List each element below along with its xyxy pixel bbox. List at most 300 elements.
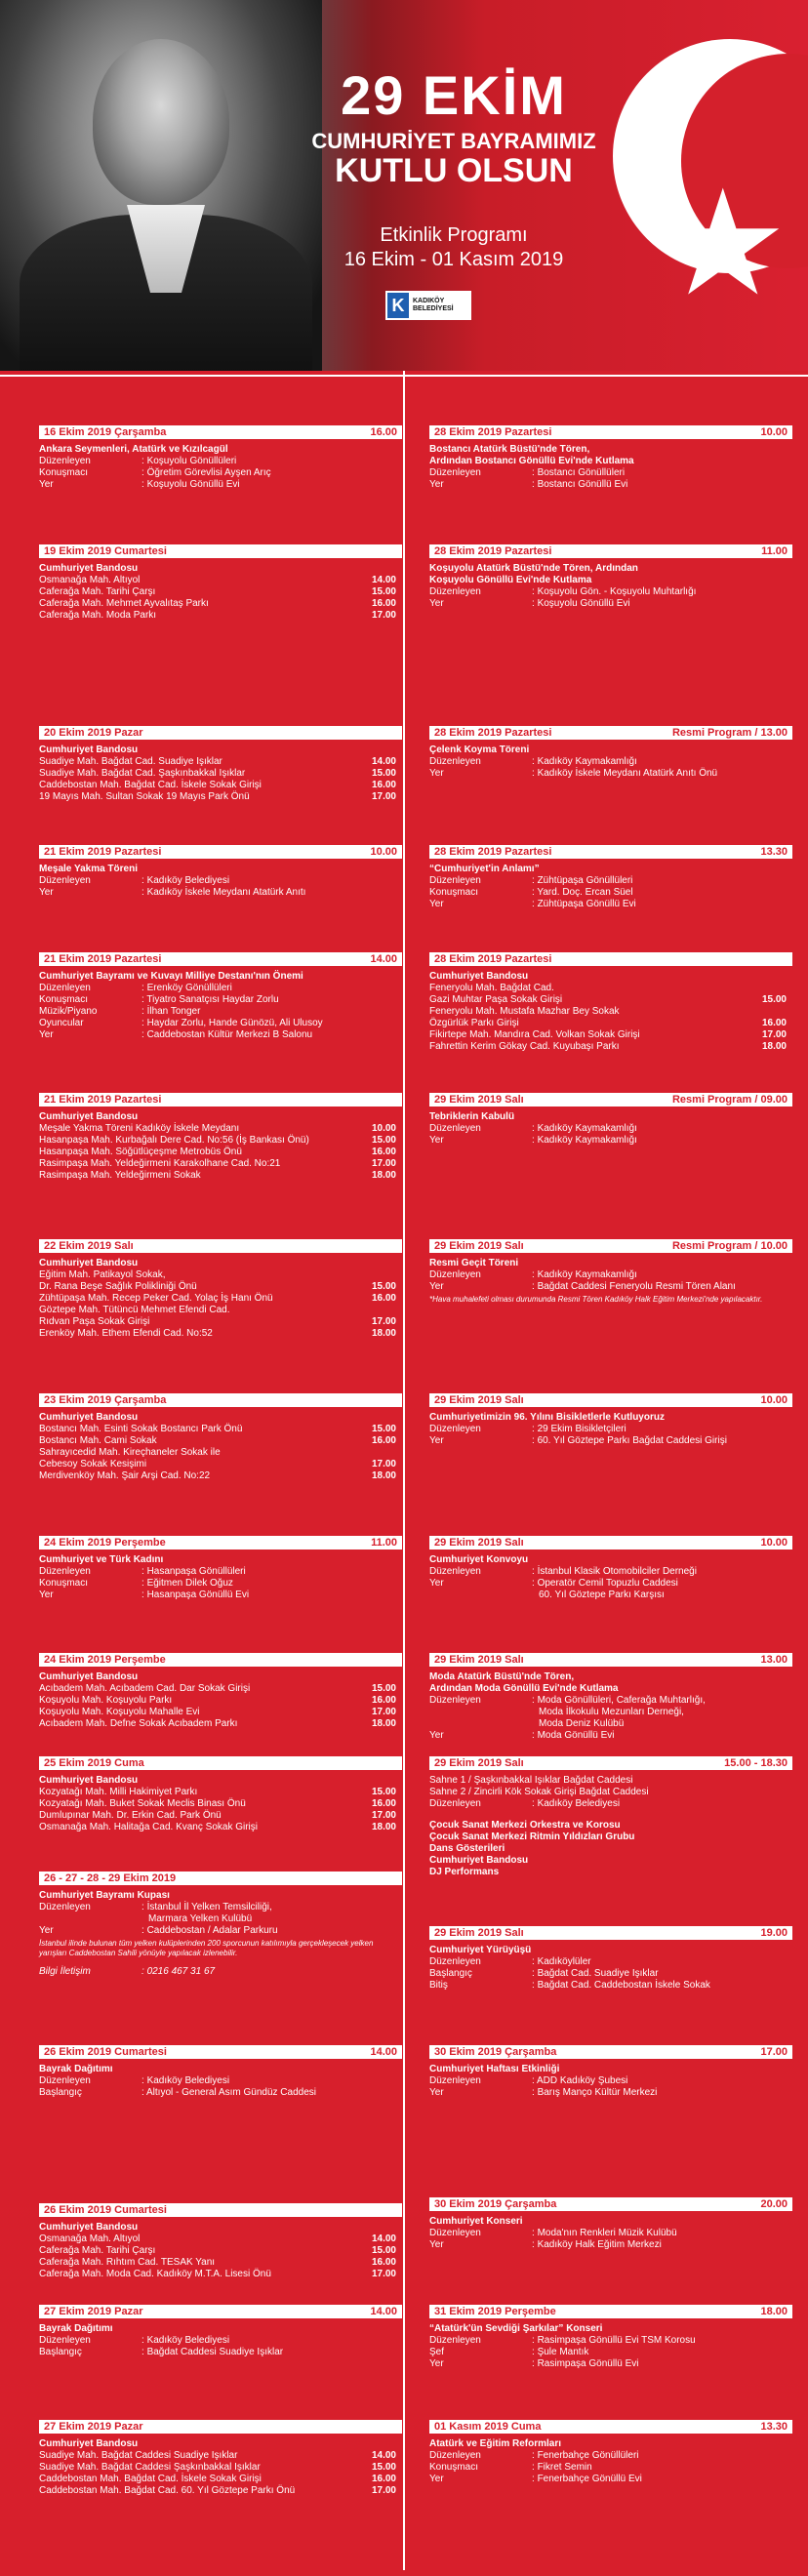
line-time: 15.00 [761, 994, 787, 1005]
event-line [39, 1470, 402, 1482]
event-left-9 [39, 1536, 402, 1601]
row-key: Yer [429, 2239, 444, 2250]
row-key: Konuşmacı [39, 994, 89, 1005]
event-line [39, 1683, 402, 1695]
event-header [39, 425, 402, 439]
row-key: Yer [429, 1135, 444, 1146]
event-line [39, 2257, 402, 2269]
event-title: Cumhuriyet Bandosu [39, 1258, 139, 1268]
line-time: 17.00 [761, 1029, 787, 1040]
performer-1: Çocuk Sanat Merkezi Orkestra ve Korosu [429, 1820, 621, 1831]
line-place: Meşale Yakma Töreni Kadıköy İskele Meydanı [39, 1123, 240, 1134]
kadikoy-logo [385, 291, 471, 320]
row-value: : Yard. Doç. Ercan Süel [532, 887, 792, 899]
line-time: 16.00 [371, 1147, 396, 1157]
line-place: Suadiye Mah. Bağdat Cad. Şaşkınbakkal Işıklar [39, 768, 246, 779]
line-place: Caferağa Mah. Tarihi Çarşı [39, 2245, 156, 2256]
line-time: 16.00 [371, 598, 396, 609]
event-left-5 [39, 952, 402, 1041]
line-time: 16.00 [371, 1293, 396, 1304]
event-title: Cumhuriyet Bandosu [39, 1111, 139, 1122]
row-value: : Koşuyolu Gön. - Koşuyolu Muhtarlığı [532, 586, 792, 598]
line-time: 17.00 [371, 1316, 396, 1327]
event-right-2 [429, 544, 792, 610]
event-row [429, 1695, 792, 1707]
event-line [39, 1305, 402, 1316]
row-key: Müzik/Piyano [39, 1006, 98, 1017]
row-value: : Kadıköy Kaymakamlığı [532, 756, 792, 768]
event-date: 30 Ekim 2019 Çarşamba [434, 2198, 557, 2210]
event-left-8 [39, 1393, 402, 1482]
hero-date: 29 EKİM [341, 64, 567, 126]
event-header [39, 1536, 402, 1550]
event-time: 10.00 [760, 1537, 788, 1549]
line-place: Caferağa Mah. Rıhtım Cad. TESAK Yanı [39, 2257, 216, 2268]
row-key: Düzenleyen [429, 467, 481, 478]
event-header [429, 726, 792, 740]
event-header [39, 1239, 402, 1253]
event-time: Resmi Program / 10.00 [671, 1240, 788, 1252]
line-time: 16.00 [371, 2474, 396, 2484]
line-place: Osmanağa Mah. Altıyol [39, 575, 141, 585]
event-title: Cumhuriyet Bandosu [39, 1775, 139, 1786]
event-line [429, 994, 792, 1006]
event-note: *Hava muhalefeti olması durumunda Resmi Tören Kadıköy Halk Eğitim Merkezi'nde yapılacaktır. [429, 1295, 763, 1304]
row-value: : Şule Mantık [532, 2347, 792, 2358]
line-time: 16.00 [371, 780, 396, 790]
row-key: Bilgi İletişim [39, 1966, 91, 1977]
line-time: 17.00 [371, 1810, 396, 1821]
event-row [429, 899, 792, 910]
hero-program: Etkinlik Programı [380, 223, 528, 246]
event-line [39, 1147, 402, 1158]
row-value: : Operatör Cemil Topuzlu Caddesi [532, 1578, 792, 1590]
event-row [39, 994, 402, 1006]
portrait-head [93, 39, 229, 205]
event-time: 10.00 [370, 846, 397, 858]
row-value: : Kadıköy İskele Meydanı Atatürk Anıtı [141, 887, 402, 899]
event-line [39, 2234, 402, 2245]
event-right-1 [429, 425, 792, 491]
event-header [429, 1093, 792, 1107]
row-key: Yer [429, 1281, 444, 1292]
event-left-3 [39, 726, 402, 803]
event-title: Cumhuriyet Bandosu [39, 1671, 139, 1682]
event-right-3 [429, 726, 792, 780]
row-key: Düzenleyen [39, 1566, 91, 1577]
row-key: Düzenleyen [429, 2450, 481, 2461]
event-row [429, 1798, 792, 1810]
row-value: : Zühtüpaşa Gönüllüleri [532, 875, 792, 887]
ataturk-portrait [0, 0, 322, 371]
event-header [39, 1393, 402, 1407]
column-divider [403, 371, 405, 2570]
row-value: : Kadıköy Belediyesi [532, 1798, 792, 1810]
line-place: Osmanağa Mah. Halitağa Cad. Kvanç Sokak Girişi [39, 1822, 258, 1832]
line-time: 15.00 [371, 2245, 396, 2256]
event-date: 31 Ekim 2019 Perşembe [434, 2306, 556, 2317]
line-time: 14.00 [371, 2234, 396, 2244]
event-header [39, 1872, 402, 1885]
event-time: 19.00 [760, 1927, 788, 1939]
line-place: Acıbadem Mah. Acıbadem Cad. Dar Sokak Girişi [39, 1683, 251, 1694]
line-place: Kozyatağı Mah. Buket Sokak Meclis Binası Önü [39, 1798, 246, 1809]
row-key: Düzenleyen [429, 1695, 481, 1706]
row-key: Düzenleyen [429, 1123, 481, 1134]
event-date: 29 Ekim 2019 Salı [434, 1394, 524, 1406]
event-row [429, 2347, 792, 2358]
event-row [429, 479, 792, 491]
row-key: Yer [429, 2358, 444, 2369]
row-value: : Caddebostan Kültür Merkezi B Salonu [141, 1029, 402, 1041]
event-title: Resmi Geçit Töreni [429, 1258, 519, 1268]
event-title: Cumhuriyet Konvoyu [429, 1554, 529, 1565]
event-line [39, 598, 402, 610]
event-title: Atatürk ve Eğitim Reformları [429, 2438, 562, 2449]
event-time: 13.00 [760, 1654, 788, 1666]
row-key: Düzenleyen [39, 1902, 91, 1912]
line-place: Osmanağa Mah. Altıyol [39, 2234, 141, 2244]
event-header [39, 544, 402, 558]
event-line [39, 1316, 402, 1328]
event-time: 20.00 [760, 2198, 788, 2210]
line-time: 18.00 [371, 1822, 396, 1832]
event-header [39, 1653, 402, 1667]
event-line [39, 1158, 402, 1170]
row-value: : Fenerbahçe Gönüllü Evi [532, 2474, 792, 2485]
event-line [39, 1718, 402, 1730]
event-row [429, 1135, 792, 1147]
event-line [39, 1798, 402, 1810]
event-title: Cumhuriyet Bandosu [429, 971, 529, 982]
event-row [429, 2228, 792, 2239]
event-line [39, 1135, 402, 1147]
row-value: : Moda Gönüllü Evi [532, 1730, 792, 1742]
row-key: Konuşmacı [39, 467, 89, 478]
line-time: 14.00 [371, 756, 396, 767]
stage-2: Sahne 2 / Zincirli Kök Sokak Girişi Bağdat Caddesi [429, 1787, 649, 1797]
event-title: Ankara Seymenleri, Atatürk ve Kızılcagül [39, 444, 228, 455]
line-time: 17.00 [371, 610, 396, 621]
event-date: 29 Ekim 2019 Salı [434, 1094, 524, 1106]
line-place: Suadiye Mah. Bağdat Caddesi Şaşkınbakkal Işıklar [39, 2462, 261, 2473]
event-row [39, 1902, 402, 1913]
line-time: 15.00 [371, 586, 396, 597]
hero-kutlu: KUTLU OLSUN [335, 152, 573, 189]
event-row [429, 1730, 792, 1742]
event-date: 21 Ekim 2019 Pazartesi [44, 1094, 162, 1106]
event-line [39, 780, 402, 791]
event-date: 26 Ekim 2019 Cumartesi [44, 2046, 167, 2058]
row-value: : 60. Yıl Göztepe Parkı Bağdat Caddesi Girişi [532, 1435, 792, 1447]
line-place: Fikirtepe Mah. Mandıra Cad. Volkan Sokak Girişi [429, 1029, 640, 1040]
event-line [39, 1435, 402, 1447]
event-row [429, 1968, 792, 1980]
row-value: : Fikret Semin [532, 2462, 792, 2474]
event-line [39, 1695, 402, 1707]
line-place: Hasanpaşa Mah. Söğütlüçeşme Metrobüs Önü [39, 1147, 242, 1157]
line-time: 15.00 [371, 2462, 396, 2473]
event-title-2: Ardından Bostancı Gönüllü Evi'nde Kutlama [429, 456, 634, 466]
line-time: 16.00 [371, 1695, 396, 1706]
event-time: 14.00 [370, 2046, 397, 2058]
row-key: Düzenleyen [39, 875, 91, 886]
event-row [39, 479, 402, 491]
event-row [429, 1980, 792, 1992]
event-title: Cumhuriyet Bayramı Kupası [39, 1890, 170, 1901]
logo-text [413, 298, 454, 313]
event-right-6 [429, 1093, 792, 1147]
row-key: Yer [429, 1435, 444, 1446]
event-title: Cumhuriyet ve Türk Kadını [39, 1554, 164, 1565]
event-line [39, 2485, 402, 2497]
line-place: Caddebostan Mah. Bağdat Cad. İskele Sokak Girişi [39, 780, 262, 790]
event-date: 27 Ekim 2019 Pazar [44, 2306, 143, 2317]
event-row [429, 1578, 792, 1590]
row-key: Düzenleyen [39, 2335, 91, 2346]
line-place: Caferağa Mah. Moda Parkı [39, 610, 157, 621]
row-value: : Kadıköy Kaymakamlığı [532, 1269, 792, 1281]
line-time: 10.00 [371, 1123, 396, 1134]
row-key: Yer [429, 2474, 444, 2484]
event-date: 29 Ekim 2019 Salı [434, 1654, 524, 1666]
event-row [429, 2335, 792, 2347]
event-date: 22 Ekim 2019 Salı [44, 1240, 134, 1252]
event-row [429, 1566, 792, 1578]
event-right-9 [429, 1536, 792, 1601]
line-time: 15.00 [371, 1424, 396, 1434]
event-row [429, 2474, 792, 2485]
line-time: 15.00 [371, 1683, 396, 1694]
event-row [39, 2347, 402, 2358]
event-right-7 [429, 1239, 792, 1305]
event-time: 14.00 [370, 953, 397, 965]
event-line [39, 2269, 402, 2280]
row-value: : Bağdat Caddesi Feneryolu Resmi Tören Alanı [532, 1281, 792, 1293]
row-value: : Kadıköy Belediyesi [141, 875, 402, 887]
event-row [39, 1578, 402, 1590]
row-key: Başlangıç [39, 2347, 82, 2357]
event-date: 29 Ekim 2019 Salı [434, 1757, 524, 1769]
event-date: 28 Ekim 2019 Pazartesi [434, 545, 552, 557]
row-key: Başlangıç [39, 2087, 82, 2098]
event-title: Cumhuriyet Bandosu [39, 2222, 139, 2233]
line-time: 17.00 [371, 791, 396, 802]
line-place: Gazi Muhtar Paşa Sokak Girişi [429, 994, 563, 1005]
event-header [429, 425, 792, 439]
event-row [429, 1435, 792, 1447]
event-date: 29 Ekim 2019 Salı [434, 1927, 524, 1939]
event-line [39, 1447, 402, 1459]
event-line [39, 2245, 402, 2257]
row-key: Düzenleyen [429, 1956, 481, 1967]
line-time: 17.00 [371, 1707, 396, 1717]
event-row [39, 1925, 402, 1937]
line-place: Caferağa Mah. Mehmet Ayvalıtaş Parkı [39, 598, 209, 609]
row-value-cont: Moda İlkokulu Mezunları Derneği, [539, 1707, 684, 1717]
event-row [429, 586, 792, 598]
row-value: : İstanbul İl Yelken Temsilciliği, [141, 1902, 402, 1913]
event-line [39, 2462, 402, 2474]
event-date: 21 Ekim 2019 Pazartesi [44, 953, 162, 965]
event-row [429, 756, 792, 768]
row-key: Düzenleyen [429, 1798, 481, 1809]
event-date: 30 Ekim 2019 Çarşamba [434, 2046, 557, 2058]
line-time: 18.00 [761, 1041, 787, 1052]
line-time: 17.00 [371, 1459, 396, 1469]
event-date: 29 Ekim 2019 Salı [434, 1240, 524, 1252]
hero-subtitle: CUMHURİYET BAYRAMIMIZ [311, 129, 596, 153]
event-header [39, 1093, 402, 1107]
line-time: 18.00 [371, 1718, 396, 1729]
row-key: Bitiş [429, 1980, 448, 1991]
event-time: 13.30 [760, 2421, 788, 2433]
line-time: 18.00 [371, 1470, 396, 1481]
line-place: Caddebostan Mah. Bağdat Cad. 60. Yıl Göztepe Parkı Önü [39, 2485, 296, 2496]
row-key: Düzenleyen [429, 1269, 481, 1280]
row-value: : 29 Ekim Bisikletçileri [532, 1424, 792, 1435]
logo-line2: BELEDİYESİ [413, 305, 454, 312]
event-header [39, 2420, 402, 2434]
event-title: Bayrak Dağıtımı [39, 2323, 113, 2334]
event-row [39, 2335, 402, 2347]
event-header [429, 544, 792, 558]
row-key: Konuşmacı [39, 1578, 89, 1589]
line-time: 17.00 [371, 2485, 396, 2496]
event-row [39, 1006, 402, 1018]
event-date: 01 Kasım 2019 Cuma [434, 2421, 542, 2433]
event-row [39, 875, 402, 887]
event-header [39, 2045, 402, 2059]
line-place: Caddebostan Mah. Bağdat Cad. İskele Sokak Girişi [39, 2474, 262, 2484]
row-key: Düzenleyen [429, 2075, 481, 2086]
event-row [39, 2087, 402, 2099]
row-value: : ADD Kadıköy Şubesi [532, 2075, 792, 2087]
event-time: 10.00 [760, 1394, 788, 1406]
event-title: “Cumhuriyet'in Anlamı” [429, 864, 540, 874]
event-left-15 [39, 2305, 402, 2358]
event-line [39, 1328, 402, 1340]
event-title: Cumhuriyet Bandosu [39, 563, 139, 574]
event-date: 26 Ekim 2019 Cumartesi [44, 2204, 167, 2216]
phone-value: : 0216 467 31 67 [141, 1966, 402, 1978]
event-header [429, 2420, 792, 2434]
event-header [39, 726, 402, 740]
line-place: Caferağa Mah. Moda Cad. Kadıköy M.T.A. Lisesi Önü [39, 2269, 271, 2279]
row-key: Düzenleyen [39, 456, 91, 466]
row-value: : Koşuyolu Gönüllüleri [141, 456, 402, 467]
row-value: : İlhan Tonger [141, 1006, 402, 1018]
row-key: Düzenleyen [429, 756, 481, 767]
hero-text [293, 64, 615, 271]
line-place: Dumlupınar Mah. Dr. Erkin Cad. Park Önü [39, 1810, 222, 1821]
event-line [39, 768, 402, 780]
event-header [429, 2197, 792, 2211]
event-line [39, 1269, 402, 1281]
line-place: Bostancı Mah. Cami Sokak [39, 1435, 157, 1446]
flag-star-icon: ★ [657, 159, 788, 329]
row-key: Konuşmacı [429, 887, 479, 898]
event-line [429, 1041, 792, 1053]
event-line [429, 1006, 792, 1018]
row-key: Düzenleyen [39, 2075, 91, 2086]
event-left-12 [39, 1872, 402, 1978]
row-key: Düzenleyen [429, 586, 481, 597]
row-value: : Moda Gönüllüleri, Caferağa Muhtarlığı, [532, 1695, 792, 1707]
row-value: : Bostancı Gönüllü Evi [532, 479, 792, 491]
event-left-13 [39, 2045, 402, 2099]
line-place: Fahrettin Kerim Gökay Cad. Kuyubaşı Parkı [429, 1041, 620, 1052]
line-place: Suadiye Mah. Bağdat Caddesi Suadiye Işıklar [39, 2450, 238, 2461]
event-line [39, 1123, 402, 1135]
row-value: : Haydar Zorlu, Hande Günözü, Ali Ulusoy [141, 1018, 402, 1029]
event-time: 11.00 [371, 1537, 397, 1549]
event-time: Resmi Program / 09.00 [671, 1094, 788, 1106]
line-place: Rıdvan Paşa Sokak Girişi [39, 1316, 150, 1327]
line-place: Merdivenköy Mah. Şair Arşi Cad. No:22 [39, 1470, 211, 1481]
line-time: 15.00 [371, 768, 396, 779]
event-note: İstanbul ilinde bulunan tüm yelken kulüplerinden 200 sporcunun katılımıyla gerçekleşecek yelken yarışları Caddebostan Sahili yönüyle yapılacak izlenebilir. [39, 1939, 374, 1957]
line-place: Kozyatağı Mah. Milli Hakimiyet Parkı [39, 1787, 198, 1797]
event-line [39, 1707, 402, 1718]
line-place: Zühtüpaşa Mah. Recep Peker Cad. Yolaç İş Hanı Önü [39, 1293, 273, 1304]
event-line [39, 1170, 402, 1182]
event-line [39, 1281, 402, 1293]
event-date: 24 Ekim 2019 Perşembe [44, 1654, 166, 1666]
line-time: 18.00 [371, 1328, 396, 1339]
row-value: : Bağdat Cad. Caddebostan İskele Sokak [532, 1980, 792, 1992]
row-value: : Kadıköy İskele Meydanı Atatürk Anıtı Önü [532, 768, 792, 780]
event-line [429, 983, 792, 994]
event-header [429, 1926, 792, 1940]
row-value: : Hasanpaşa Gönüllüleri [141, 1566, 402, 1578]
line-time: 16.00 [371, 1798, 396, 1809]
event-row [429, 1424, 792, 1435]
event-left-4 [39, 845, 402, 899]
event-title: Tebriklerin Kabulü [429, 1111, 515, 1122]
line-time: 15.00 [371, 1787, 396, 1797]
event-header [429, 952, 792, 966]
event-line [39, 2474, 402, 2485]
line-place: Cebesoy Sokak Kesişimi [39, 1459, 147, 1469]
event-date: 20 Ekim 2019 Pazar [44, 727, 143, 739]
row-key: Düzenleyen [429, 2335, 481, 2346]
row-key: Yer [39, 1029, 54, 1040]
event-line [39, 610, 402, 622]
row-value: : Öğretim Görevlisi Ayşen Arıç [141, 467, 402, 479]
event-title: Cumhuriyet Bandosu [39, 745, 139, 755]
event-header [429, 2045, 792, 2059]
event-row [39, 467, 402, 479]
event-right-15 [429, 2305, 792, 2370]
event-title: Cumhuriyet Bandosu [39, 2438, 139, 2449]
row-key: Başlangıç [429, 1968, 472, 1979]
line-place: Feneryolu Mah. Mustafa Mazhar Bey Sokak [429, 1006, 620, 1017]
row-key: Yer [39, 479, 54, 490]
event-title: Cumhuriyetimizin 96. Yılını Bisikletlerle Kutluyoruz [429, 1412, 665, 1423]
row-value: : Hasanpaşa Gönüllü Evi [141, 1590, 402, 1601]
line-time: 14.00 [371, 575, 396, 585]
event-header [429, 845, 792, 859]
event-row [429, 598, 792, 610]
event-time: 16.00 [370, 426, 397, 438]
row-value: : Rasimpaşa Gönüllü Evi [532, 2358, 792, 2370]
row-value: : Bağdat Cad. Suadiye Işıklar [532, 1968, 792, 1980]
event-date: 25 Ekim 2019 Cuma [44, 1757, 144, 1769]
event-date: 28 Ekim 2019 Pazartesi [434, 727, 552, 739]
event-line [39, 1424, 402, 1435]
line-place: Bostancı Mah. Esinti Sokak Bostancı Park Önü [39, 1424, 243, 1434]
